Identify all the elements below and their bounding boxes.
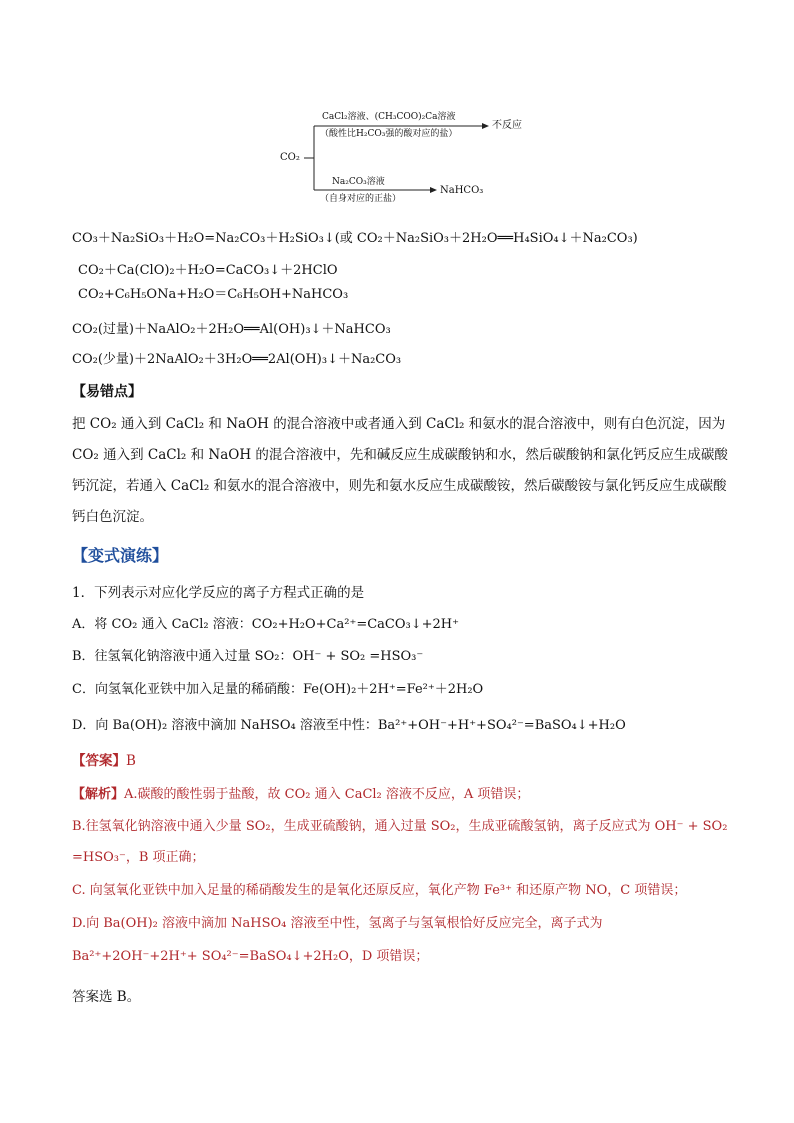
pitfall-text: 把 CO₂ 通入到 CaCl₂ 和 NaOH 的混合溶液中或者通入到 CaCl₂ 和氨水的混合溶液中，则有白色沉淀，因为 CO₂ 通入到 CaCl₂ 和 NaOH 的混合溶液中，先和碱反应生成碳酸钠和水，然后碳酸钠和氯化钙反应生成碳酸钙沉淀，若通入 CaCl₂ 和氨水的混合溶液中，则先和氨水反应生成碳酸铵，然后碳酸铵与氯化钙反应生成碳酸钙白色沉淀。 — [72, 416, 728, 525]
question-stem: 1．下列表示对应化学反应的离子方程式正确的是 — [72, 585, 365, 601]
pitfall-heading: 【易错点】 — [72, 384, 142, 400]
upper-note: （酸性比H₂CO₃强的酸对应的盐） — [320, 129, 458, 139]
analysis-conclusion: 答案选 B。 — [72, 989, 141, 1005]
equation-2: CO₂＋Ca(ClO)₂＋H₂O=CaCO₃↓＋2HClO — [78, 263, 338, 278]
equation-1: CO₃＋Na₂SiO₃＋H₂O=Na₂CO₃＋H₂SiO₃↓(或 CO₂＋Na₂SiO₃＋2H₂O══H₄SiO₄↓＋Na₂CO₃) — [72, 231, 638, 246]
co2-reaction-diagram — [270, 108, 540, 208]
option-b: B．往氢氧化钠溶液中通入过量 SO₂：OH⁻ + SO₂ =HSO₃⁻ — [72, 649, 424, 664]
equation-3: CO₂+C₆H₅ONa+H₂O＝C₆H₅OH+NaHCO₃ — [78, 287, 349, 302]
option-a: A．将 CO₂ 通入 CaCl₂ 溶液：CO₂+H₂O+Ca²⁺=CaCO₃↓+2H⁺ — [72, 617, 459, 632]
option-d: D．向 Ba(OH)₂ 溶液中滴加 NaHSO₄ 溶液至中性：Ba²⁺+OH⁻+H⁺+SO₄²⁻=BaSO₄↓+H₂O — [72, 718, 626, 733]
upper-result: 不反应 — [492, 120, 522, 131]
practice-heading: 【变式演练】 — [72, 546, 169, 565]
answer-tag: 【答案】 — [72, 753, 126, 769]
answer-value: B — [126, 753, 136, 769]
analysis-line-1 — [72, 786, 529, 804]
analysis-text-2: B.往氢氧化钠溶液中通入少量 SO₂，生成亚硫酸钠，通入过量 SO₂，生成亚硫酸氢钠，离子反应式为 OH⁻ + SO₂ =HSO₃⁻，B 项正确； — [72, 819, 728, 865]
answer-line — [72, 752, 136, 770]
analysis-text-3: C. 向氢氧化亚铁中加入足量的稀硝酸发生的是氧化还原反应，氧化产物 Fe³⁺ 和还原产物 NO，C 项错误； — [72, 883, 687, 898]
option-c: C．向氢氧化亚铁中加入足量的稀硝酸：Fe(OH)₂＋2H⁺=Fe²⁺＋2H₂O — [72, 682, 484, 697]
lower-result: NaHCO₃ — [440, 185, 484, 196]
diagram-source: CO₂ — [280, 152, 300, 163]
analysis-text-4: D.向 Ba(OH)₂ 溶液中滴加 NaHSO₄ 溶液至中性，氢离子与氢氧根恰好反应完全，离子式为 Ba²⁺+2OH⁻+2H⁺+ SO₄²⁻=BaSO₄↓+2H₂O，D 项错误； — [72, 916, 603, 964]
analysis-tag: 【解析】 — [72, 787, 125, 802]
upper-reagent: CaCl₂溶液、(CH₃COO)₂Ca溶液 — [322, 112, 456, 122]
analysis-text-1: A.碳酸的酸性弱于盐酸，故 CO₂ 通入 CaCl₂ 溶液不反应，A 项错误； — [124, 787, 530, 802]
equation-5: CO₂(少量)＋2NaAlO₂＋3H₂O══2Al(OH)₃↓＋Na₂CO₃ — [72, 352, 402, 367]
lower-note: （自身对应的正盐） — [320, 194, 402, 204]
lower-reagent: Na₂CO₃溶液 — [332, 177, 385, 187]
equation-4: CO₂(过量)＋NaAlO₂＋2H₂O══Al(OH)₃↓＋NaHCO₃ — [72, 322, 391, 337]
